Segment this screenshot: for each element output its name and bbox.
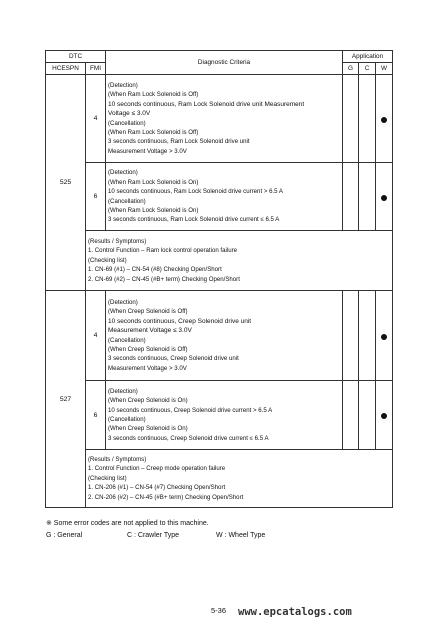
criteria-525-6: (Detection) (When Ram Lock Solenoid is On) 10 seconds continuous, Ram Lock Solenoid drive current > 6.5 A (Cancellation) (When Ram Lock Solenoid is On) 3 seconds continuous, Ram Lock Solenoid drive current ≤ 6.5 A	[106, 163, 343, 231]
fmi-527-6: 6	[86, 381, 106, 450]
wheel-header: W	[376, 63, 393, 75]
fmi-527-4: 4	[86, 291, 106, 381]
app-w-527-6	[376, 381, 393, 450]
legend-wheel: W : Wheel Type	[216, 532, 266, 539]
app-w-525-4	[376, 75, 393, 163]
criteria-525-4: (Detection) (When Ram Lock Solenoid is Off) 10 seconds continuous, Ram Lock Solenoid drive unit Measurement Voltage ≤ 3.0V (Cancellation) (When Ram Lock Solenoid is Off) 3 seconds continuous, Ram Lock Solenoid drive unit Measurement Voltage > 3.0V	[106, 75, 343, 163]
fmi-525-6: 6	[86, 163, 106, 231]
app-g-527-6	[343, 381, 359, 450]
results-527: (Results / Symptoms) 1. Control Function – Creep mode operation failure (Checking list) 1. CN-206 (#1) – CN-54 (#7) Checking Open/Short 2. CN-206 (#2) – CN-45 (#B+ term) Checking Open/Short	[86, 450, 393, 508]
crawler-header: C	[359, 63, 376, 75]
app-g-525-4	[343, 75, 359, 163]
fmi-525-4: 4	[86, 75, 106, 163]
application-header: Application	[343, 51, 393, 63]
dtc-header: DTC	[46, 51, 106, 63]
app-g-527-4	[343, 291, 359, 381]
applied-dot-icon	[381, 334, 387, 340]
hcespn-525: 525	[46, 75, 86, 291]
dtc-table	[45, 50, 393, 508]
criteria-527-6: (Detection) (When Creep Solenoid is On) 10 seconds continuous, Creep Solenoid drive current > 6.5 A (Cancellation) (When Creep Solenoid is On) 3 seconds continuous, Creep Solenoid drive current ≤ 6.5 A	[106, 381, 343, 450]
criteria-527-4: (Detection) (When Creep Solenoid is Off) 10 seconds continuous, Creep Solenoid drive unit Measurement Voltage ≤ 3.0V (Cancellation) (When Creep Solenoid is Off) 3 seconds continuous, Creep Solenoid drive unit Measurement Voltage > 3.0V	[106, 291, 343, 381]
criteria-header: Diagnostic Criteria	[106, 51, 343, 75]
legend-general: G : General	[46, 532, 83, 539]
app-g-525-6	[343, 163, 359, 231]
footnote: ※ Some error codes are not applied to this machine.	[46, 520, 209, 527]
applied-dot-icon	[381, 117, 387, 123]
page-number: 5-36	[211, 606, 227, 615]
applied-dot-icon	[381, 413, 387, 419]
hcespn-header: HCESPN	[46, 63, 86, 75]
fmi-header: FMI	[86, 63, 106, 75]
app-w-525-6	[376, 163, 393, 231]
results-525: (Results / Symptoms) 1. Control Function – Ram lock control operation failure (Checking list) 1. CN-69 (#1) – CN-54 (#8) Checking Open/Short 2. CN-69 (#2) – CN-45 (#B+ term) Checking Open/Short	[86, 231, 393, 291]
app-c-525-6	[359, 163, 376, 231]
watermark-link[interactable]: www.epcatalogs.com	[238, 606, 352, 618]
applied-dot-icon	[381, 195, 387, 201]
app-c-527-6	[359, 381, 376, 450]
app-c-525-4	[359, 75, 376, 163]
hcespn-527: 527	[46, 291, 86, 508]
app-c-527-4	[359, 291, 376, 381]
legend-crawler: C : Crawler Type	[127, 532, 179, 539]
general-header: G	[343, 63, 359, 75]
app-w-527-4	[376, 291, 393, 381]
